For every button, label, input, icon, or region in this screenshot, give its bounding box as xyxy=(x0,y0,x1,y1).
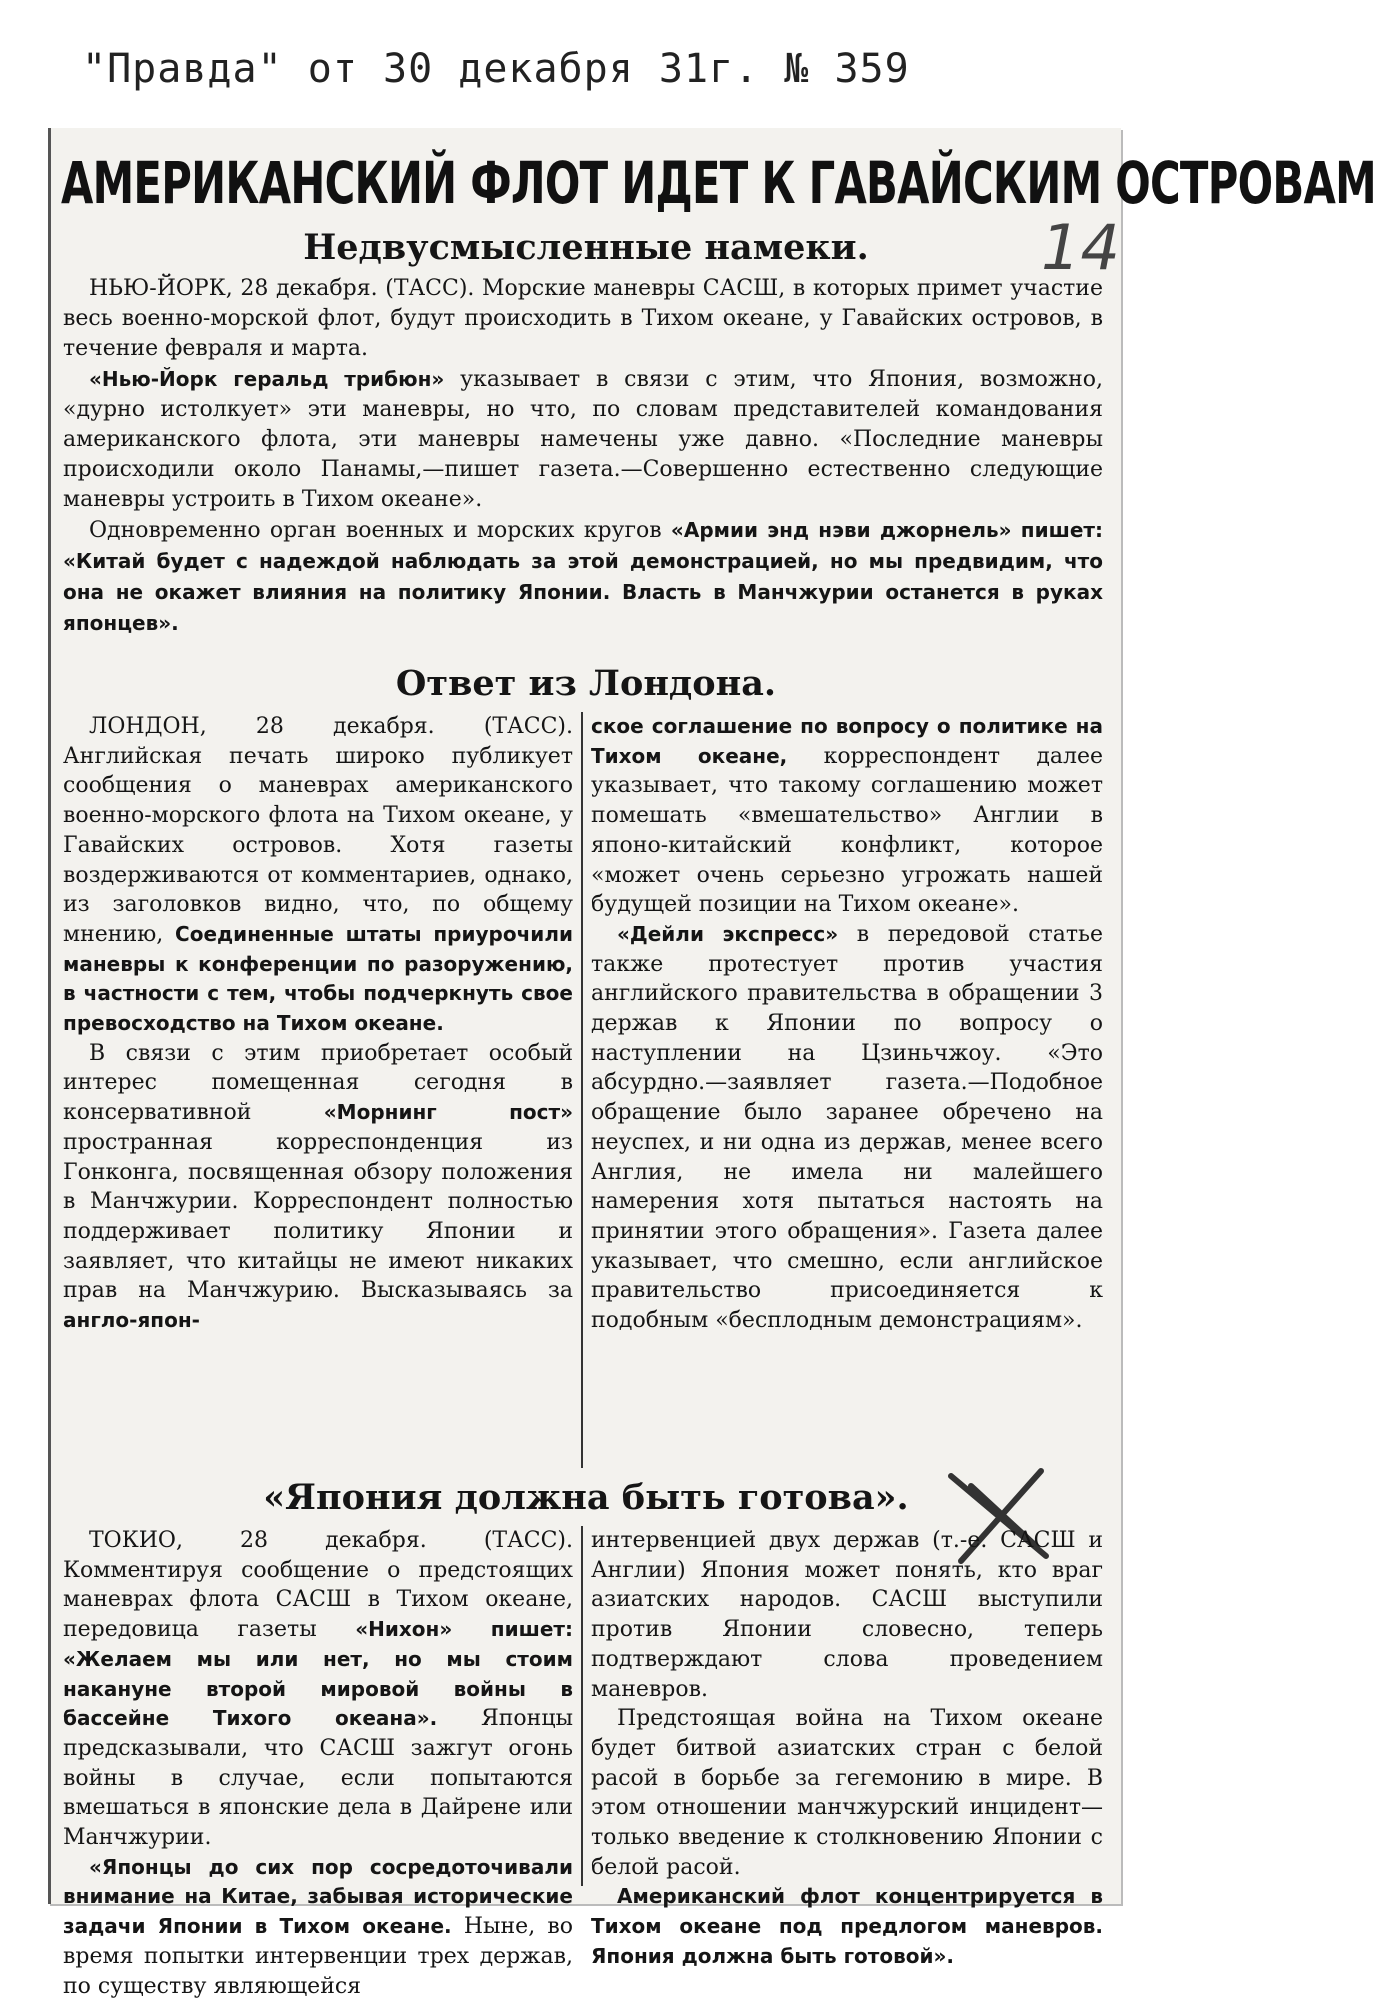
section-2-right-column xyxy=(591,712,1103,1336)
paragraph-text: В связи с этим приобретает особый интерес помещенная сегодня в консервативной xyxy=(63,1040,573,1126)
bold-text: «Морнинг пост» xyxy=(323,1100,573,1125)
paragraph xyxy=(63,1853,573,2001)
paragraph-text: Морские маневры САСШ, в которых примет участие весь военно-морской флот, будут происходить в Тихом океане, у Гавайских островов, в течение февраля и марта. xyxy=(63,276,1103,361)
paragraph-text: указывает в связи с этим, что Япония, возможно, «дурно истолкует» эти маневры, но что, по словам представителей командования американского флота, эти маневры намечены уже давно. «Последние маневры происходили около Панамы,—пишет газета.—Совершенно естественно следующие маневры устроить в Тихом океане». xyxy=(63,367,1103,512)
typed-header: "Правда" от 30 декабря 31г. № 359 xyxy=(82,46,910,92)
paragraph-text: Ныне, во время попытки интервенции трех держав, по существу являющейся xyxy=(63,1914,574,1999)
bold-text: Соединенные штаты приурочили маневры к конференции по разоружению, в частности с тем, чтобы подчеркнуть свое превосходство на Тихом океане. xyxy=(63,921,573,1036)
bold-text: англо-япон- xyxy=(63,1308,200,1333)
subheading-japan-must-be-ready: «Япония должна быть готова». xyxy=(263,1477,909,1518)
paragraph-text: в передовой статье также протестует против участия английского правительства в обращении 3 держав к Японии по вопросу о наступлении на Цзиньчжоу. «Это абсурдно.—заявляет газета.—Подобное обращение было заранее обречено на неуспех, и ни одна из держав, менее всего Англия, не имела ни малейшего намерения хотя пытаться настоять на принятии этого обращения». Газета далее указывает, что смешно, если английское правительство присоединяется к подобным «бесплодным демонстрациям». xyxy=(591,921,1103,1334)
paragraph xyxy=(591,1704,1103,1882)
column-divider xyxy=(581,1526,583,1886)
bold-text: «Японцы до сих пор сосредоточивали внимание на Китае, забывая исторические задачи Японии в Тихом океане. xyxy=(63,1854,573,1939)
bold-text: «Нью-Йорк геральд трибюн» xyxy=(89,367,445,391)
paragraph xyxy=(591,1882,1103,1971)
paragraph-text: корреспондент далее указывает, что такому соглашению может помешать «вмешательство» Англии в японо-китайский конфликт, которое «может очень серьезно угрожать нашей будущей позиции на Тихом океане». xyxy=(591,743,1103,918)
bold-text: «Дейли экспресс» xyxy=(617,921,839,946)
dateline: НЬЮ-ЙОРК, 28 декабря. (ТАСС). xyxy=(89,276,475,301)
handwritten-page-number: 14 xyxy=(1041,211,1120,284)
paragraph xyxy=(591,712,1103,920)
paragraph-text: Английская печать широко публикует сообщения о маневрах американского военно-морского флота на Тихом океане, у Гавайских островов. Хотя газеты воздерживаются от комментариев, однако, из заголовков видно, что, по общему мнению, xyxy=(63,743,573,947)
dateline: ЛОНДОН, 28 декабря. (ТАСС). xyxy=(89,714,573,739)
subheading-reply-from-london: Ответ из Лондона. xyxy=(395,663,777,704)
bold-text: «Нихон» пишет: «Желаем мы или нет, но мы стоим накануне второй мировой войны в бассейне Тихого океана». xyxy=(63,1617,573,1731)
paragraph-text: Предстоящая война на Тихом океане будет битвой азиатских стран с белой расой в борьбе за гегемонию в мире. В этом отношении манчжурский инцидент—только введение к столкновению Японии с белой расой. xyxy=(591,1706,1103,1880)
paragraph-text: Японцы предсказывали, что САСШ зажгут огонь войны в случае, если попытаются вмешаться в японские дела в Дайрене или Манчжурии. xyxy=(63,1706,573,1851)
headline: АМЕРИКАНСКИЙ ФЛОТ ИДЕТ К ГАВАЙСКИМ ОСТРОВАМ xyxy=(61,149,1376,217)
paragraph-text: Комментируя сообщение о предстоящих маневрах флота САСШ в Тихом океане, передовица газеты xyxy=(63,1557,573,1643)
paragraph xyxy=(63,1039,573,1336)
paragraph xyxy=(591,1526,1103,1704)
dateline: ТОКИО, 28 декабря. (ТАСС). xyxy=(89,1528,573,1553)
bold-text: Американский флот концентрируется в Тихом океане под предлогом маневров. Япония должна быть готовой». xyxy=(591,1884,1103,1968)
paragraph xyxy=(63,1526,573,1853)
paragraph xyxy=(591,920,1103,1336)
paragraph xyxy=(63,712,573,1039)
column-divider xyxy=(581,712,583,1468)
paragraph xyxy=(63,515,1103,639)
section-2-left-column xyxy=(63,712,573,1336)
paragraph-text: пространная корреспонденция из Гонконга, посвященная обзору положения в Манчжурии. Корреспондент полностью поддерживает политику Японии и заявляет, что китайцы не имеют никаких прав на Манчжурию. Высказываясь за xyxy=(63,1129,573,1304)
subheading-ambiguous-hints: Недвусмысленные намеки. xyxy=(303,227,869,268)
paragraph xyxy=(63,274,1103,364)
section-1-body xyxy=(63,274,1103,639)
paragraph xyxy=(63,364,1103,515)
newspaper-clipping xyxy=(48,128,1376,1999)
bold-text: «Армии энд нэви джорнель» пишет: «Китай будет с надеждой наблюдать за этой демонстрацией, но мы предвидим, что она не окажет влияния на политику Японии. Власть в Манчжурии останется в руках японцев». xyxy=(63,518,1104,635)
section-3-right-column xyxy=(591,1526,1103,1972)
paragraph-text: интервенцией двух держав (т.-е. САСШ и Англии) Япония может понять, кто враг азиатских народов. САСШ выступили против Японии словесно, теперь подтверждают слова проведением маневров. xyxy=(591,1528,1103,1702)
section-3-left-column xyxy=(63,1526,573,2001)
bold-text: ское соглашение по вопросу о политике на Тихом океане, xyxy=(591,714,1103,768)
paragraph-text: Одновременно орган военных и морских кругов xyxy=(89,518,662,543)
